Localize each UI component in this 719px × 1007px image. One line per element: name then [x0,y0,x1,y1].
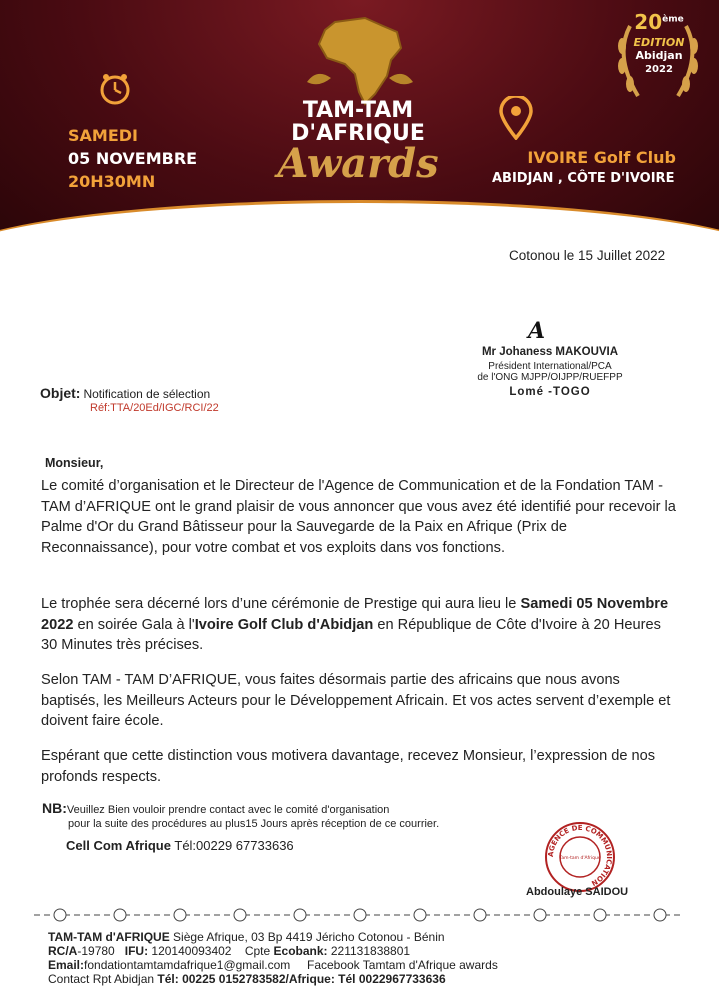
event-venue [492,148,688,186]
footer-divider [34,907,684,923]
paragraph-4: Espérant que cette distinction vous motivera davantage, recevez Monsieur, l’expression de nos profonds respects. [41,748,656,785]
paragraph-2 [41,594,681,656]
event-date [68,124,197,193]
edition-city: Abidjan [635,49,683,62]
edition-badge [618,10,700,75]
footer-address: Siège Afrique, 03 Bp 4419 Jéricho Cotonou - Bénin [169,930,445,944]
footer-contacts [48,930,498,986]
salutation: Monsieur, [45,456,104,470]
footer-line-1 [48,930,498,944]
awards-title [248,98,468,187]
title-line1: TAM-TAM [302,98,414,123]
event-time: 20H30MN [68,172,156,191]
stamp-ring-text: AGENCE DE COMMUNICATION [546,823,614,888]
cell-label: Cell Com Afrique [66,838,171,853]
president-city: Lomé -TOGO [509,386,591,398]
subject-label: Objet: [40,385,81,401]
paragraph-2-text: Le trophée sera décerné lors d’une cérémonie de Prestige qui aura lieu le [41,596,521,612]
header-banner [0,0,719,245]
footer-org: TAM-TAM d'AFRIQUE [48,930,170,944]
cell-contact [66,838,294,853]
stamp-inner-text: Tam-tam d'Afrique [559,856,601,861]
event-day: SAMEDI [68,126,138,145]
rca-label: RC/A [48,944,78,958]
paragraph-2-text: en soirée Gala à l' [73,616,195,633]
title-line2: D'AFRIQUE [291,121,425,146]
africa-map-logo [305,14,415,109]
paragraph-2-text: en République de Côte d'Ivoire à 20 Heures 30 Minutes très précises. [41,616,661,653]
edition-number: 20 [634,10,663,34]
ceremony-venue: Ivoire Golf Club d'Abidjan [194,616,374,633]
title-line3: Awards [277,140,439,187]
location-pin-icon [498,96,534,140]
edition-label: EDITION [633,36,685,49]
ifu-value: 120140093402 [148,944,232,958]
president-org: de l'ONG MJPP/OIJPP/RUEFPP [477,372,623,383]
nota-bene [42,800,439,830]
footer-line-3 [48,958,498,972]
contact-tel: Tél: 00225 0152783582/Afrique: Tél 0022967733636 [157,972,446,986]
president-name: Mr Johaness MAKOUVIA [481,346,619,358]
email-value: fondationtamtamdafrique1@gmail.com [84,958,291,972]
nb-line1: Veuillez Bien vouloir prendre contact avec le comité d'organisation [66,804,390,816]
cpte-text: Cpte [244,944,274,958]
paragraph-1: Le comité d’organisation et le Directeur de l'Agence de Communication et de la Fondation TAM - TAM d’AFRIQUE ont le grand plaisir de vous annoncer que vous avez été identifié pour recevoir la Palme d'Or du Grand Bâtisseur pour la Sauvegarde de la Paix en Afrique (Prix de Reconnaissance), pour votre combat et vos exploits dans vos fonctions. [41,478,676,556]
contact-label: Contact Rpt Abidjan [48,972,158,986]
facebook-text: Facebook Tamtam d'Afrique awards [306,958,498,972]
footer-line-4 [48,972,498,986]
cpte-label: Ecobank: [273,944,328,958]
president-signature: A [528,318,546,344]
header-curve [0,200,719,245]
venue-name: IVOIRE Golf Club [527,148,676,167]
cpte-value: 221131838801 [327,944,411,958]
subject-block [40,385,219,414]
ceremony-date: Samedi 05 Novembre 2022 [41,596,669,633]
edition-year: 2022 [645,64,673,75]
nb-label: NB: [42,800,67,816]
subject-text: Notification de sélection [83,387,211,401]
edition-suffix: ème [662,14,684,25]
president-title: Président International/PCA [488,361,612,372]
email-label: Email: [48,958,85,972]
letter-date: Cotonou le 15 Juillet 2022 [509,248,666,263]
venue-city: ABIDJAN , CÔTE D'IVOIRE [492,171,675,186]
president-block [460,346,640,398]
subject-reference: Réf:TTA/20Ed/IGC/RCI/22 [90,402,219,414]
cell-phone: Tél:00229 67733636 [174,838,294,853]
agency-stamp [543,820,617,894]
clock-icon [98,72,132,106]
signer-name: Abdoulaye SAIDOU [526,886,629,898]
paragraph-3: Selon TAM - TAM D’AFRIQUE, vous faites désormais partie des africains que nous avons baptisés, les Meilleurs Acteurs pour le Développement Africain. Et vos actes servent d’exemple et doivent faire école. [41,672,671,729]
nb-line2: pour la suite des procédures au plus15 Jours après réception de ce courrier. [68,818,440,830]
footer-line-2 [48,944,498,958]
ifu-label: IFU: [124,944,149,958]
event-date-main: 05 NOVEMBRE [68,149,198,168]
rca-value: -19780 [77,944,115,958]
